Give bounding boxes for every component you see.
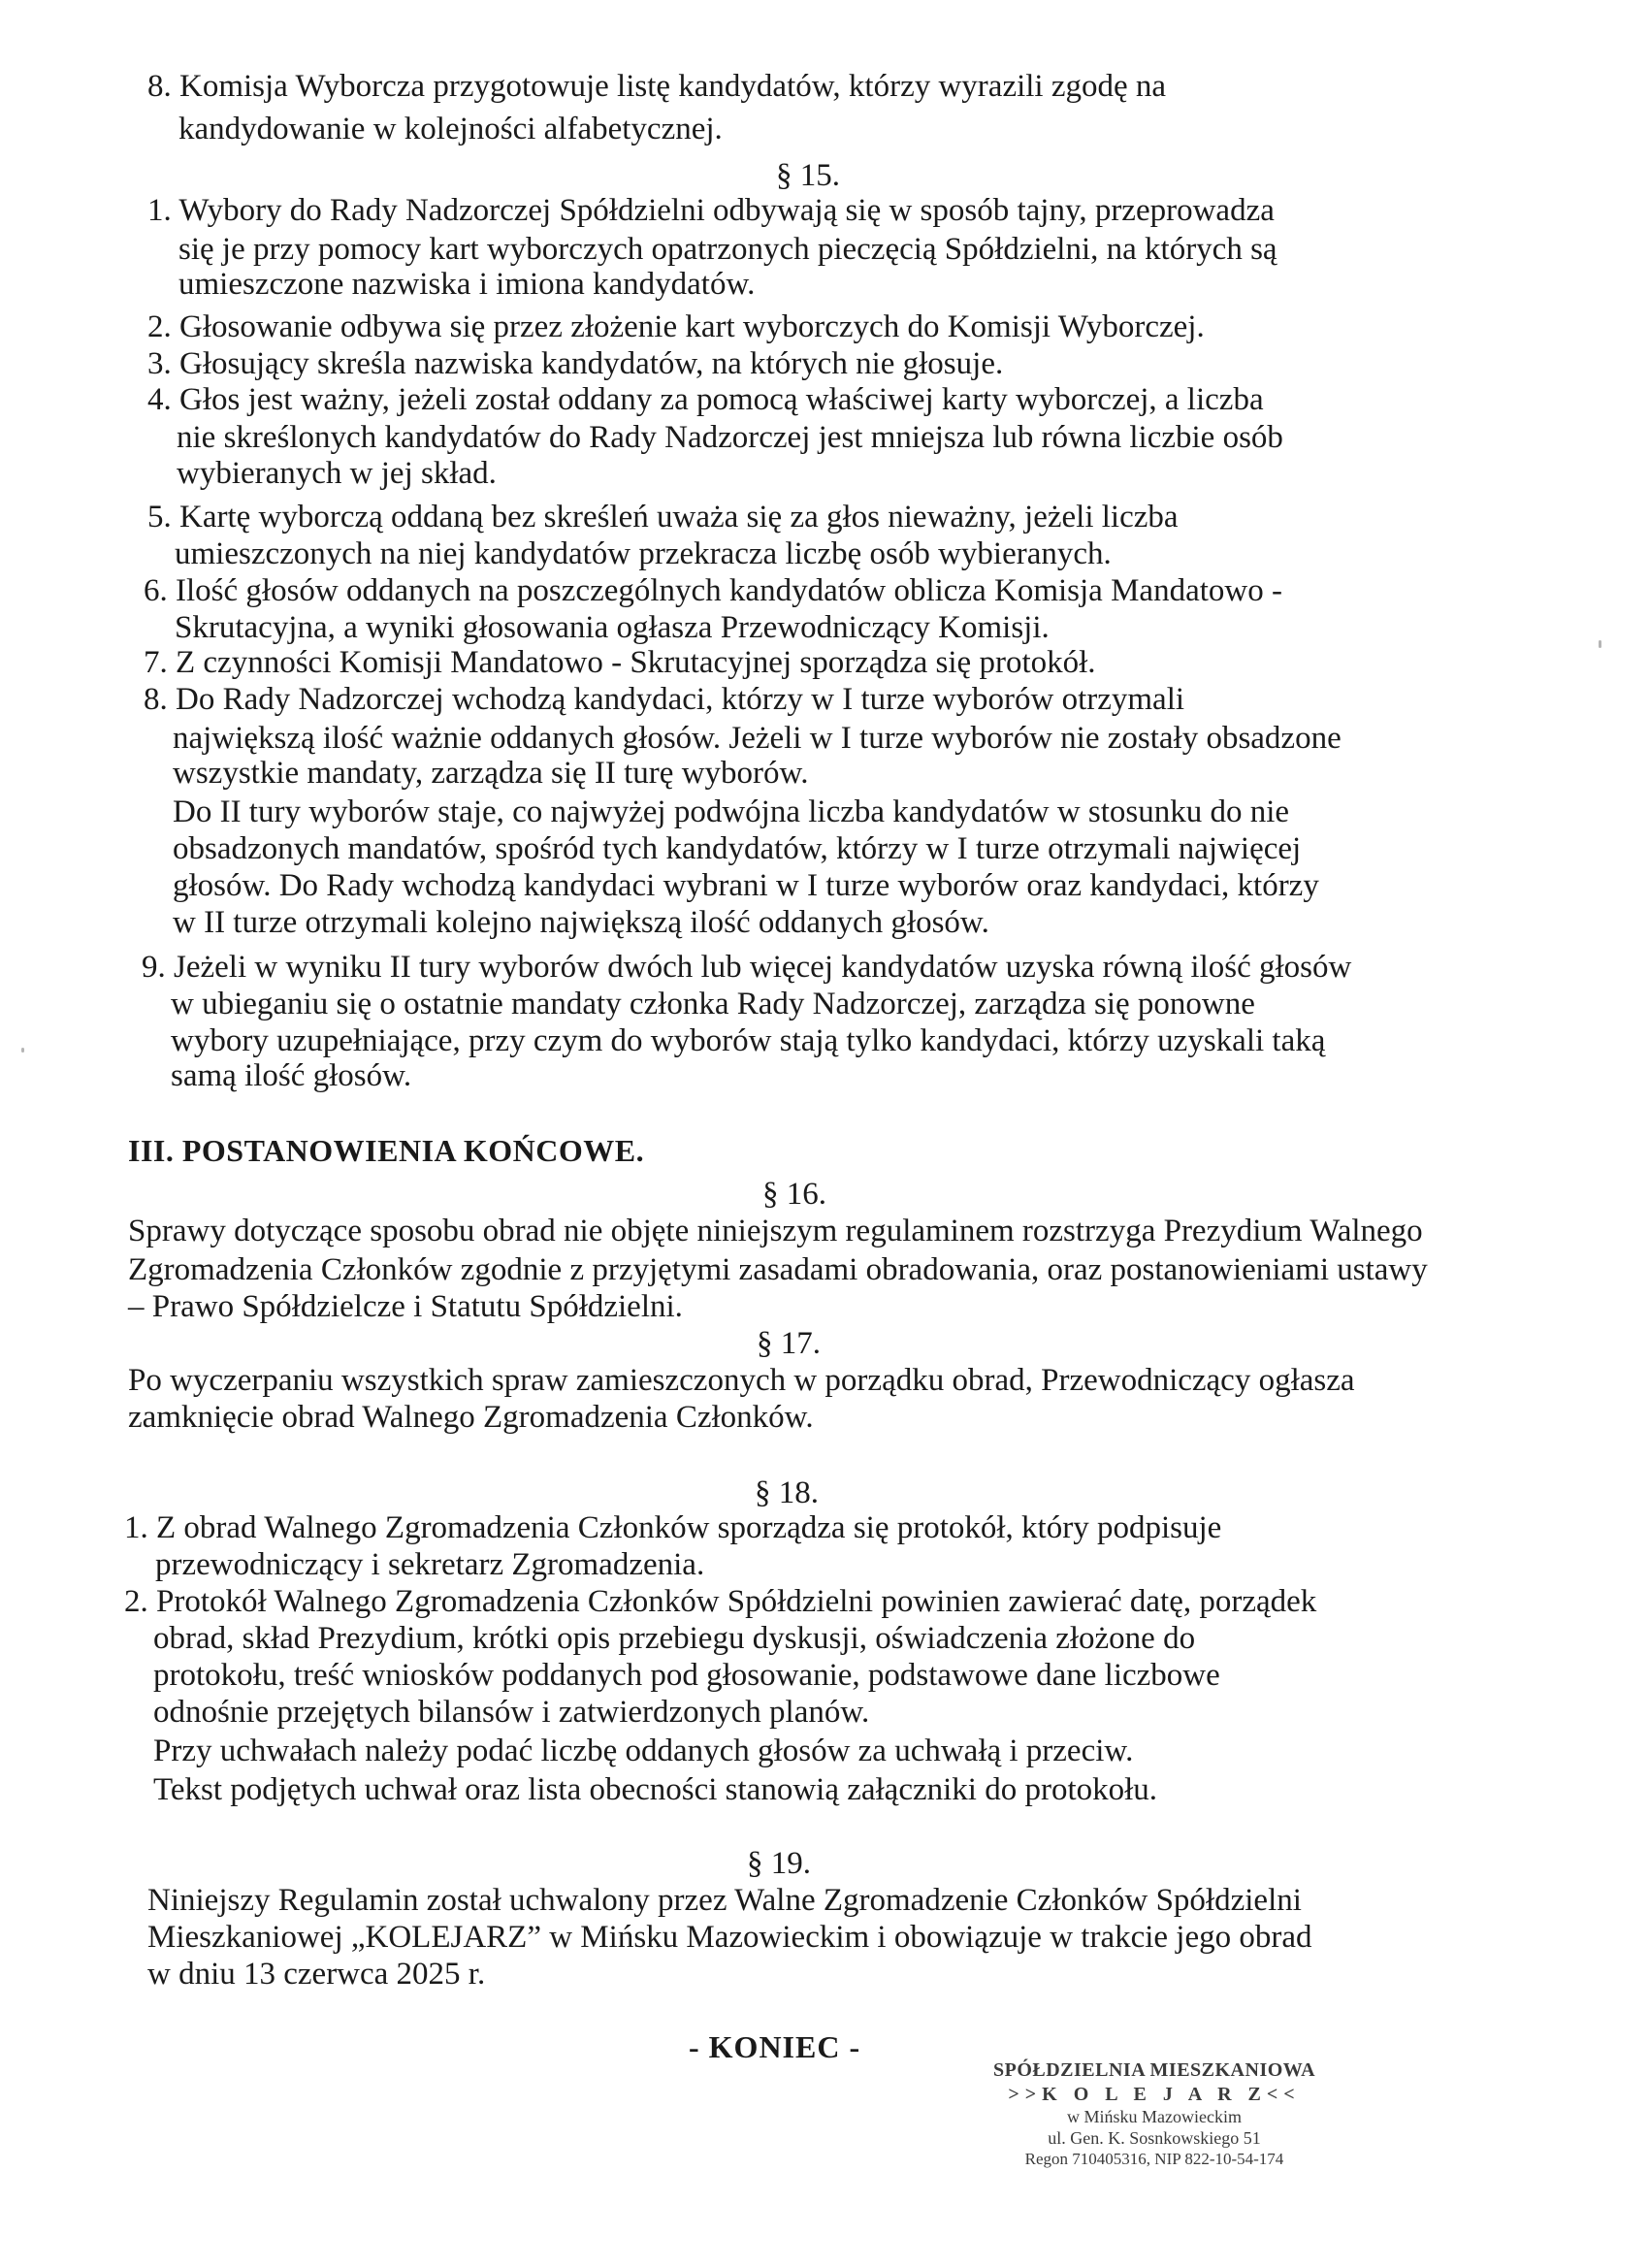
text-line: 2. Protokół Walnego Zgromadzenia Członków Spółdzielni powinien zawierać datę, porządek [124, 1584, 1317, 1619]
section-sign-19: § 19. [747, 1846, 811, 1881]
text-line: – Prawo Spółdzielcze i Statutu Spółdzielni. [128, 1289, 683, 1324]
text-line: umieszczonych na niej kandydatów przekracza liczbę osób wybieranych. [175, 536, 1112, 571]
text-line: Mieszkaniowej „KOLEJARZ” w Mińsku Mazowieckim i obowiązuje w trakcie jego obrad [147, 1920, 1312, 1955]
text-line: w dniu 13 czerwca 2025 r. [147, 1957, 486, 1992]
text-line: odnośnie przejętych bilansów i zatwierdzonych planów. [153, 1695, 870, 1730]
text-line: 6. Ilość głosów oddanych na poszczególnych kandydatów oblicza Komisja Mandatowo - [144, 573, 1282, 608]
end-marker: - KONIEC - [689, 2029, 861, 2064]
stamp-line: Regon 710405316, NIP 822-10-54-174 [1024, 2150, 1284, 2168]
text-line: Sprawy dotyczące sposobu obrad nie objęte niniejszym regulaminem rozstrzyga Prezydium Walnego [128, 1214, 1423, 1248]
section-sign-17: § 17. [757, 1326, 821, 1361]
text-line: Niniejszy Regulamin został uchwalony przez Walne Zgromadzenie Członków Spółdzielni [147, 1883, 1302, 1918]
text-line: umieszczone nazwiska i imiona kandydatów. [178, 267, 756, 302]
text-line: 1. Z obrad Walnego Zgromadzenia Członków sporządza się protokół, który podpisuje [124, 1510, 1222, 1545]
text-line: wybory uzupełniające, przy czym do wyborów stają tylko kandydaci, którzy uzyskali taką [171, 1023, 1326, 1058]
text-line: Do II tury wyborów staje, co najwyżej podwójna liczba kandydatów w stosunku do nie [173, 794, 1290, 829]
text-line: Tekst podjętych uchwał oraz lista obecności stanowią załączniki do protokołu. [153, 1772, 1158, 1807]
text-line: się je przy pomocy kart wyborczych opatrzonych pieczęcią Spółdzielni, na których są [178, 232, 1277, 267]
text-line: wybieranych w jej skład. [177, 456, 497, 491]
text-line: zamknięcie obrad Walnego Zgromadzenia Członków. [128, 1400, 814, 1435]
text-line: 5. Kartę wyborczą oddaną bez skreśleń uważa się za głos nieważny, jeżeli liczba [147, 500, 1179, 535]
text-line: głosów. Do Rady wchodzą kandydaci wybrani w I turze wyborów oraz kandydaci, którzy [173, 868, 1319, 903]
section-sign-18: § 18. [755, 1475, 819, 1510]
text-line: 3. Głosujący skreśla nazwiska kandydatów, na których nie głosuje. [147, 346, 1004, 381]
section-sign-16: § 16. [762, 1177, 826, 1212]
text-line: protokołu, treść wniosków poddanych pod głosowanie, podstawowe dane liczbowe [153, 1658, 1220, 1693]
section-sign-15: § 15. [776, 158, 840, 193]
text-line: Przy uchwałach należy podać liczbę oddanych głosów za uchwałą i przeciw. [153, 1733, 1134, 1768]
stamp-line: w Mińsku Mazowieckim [1067, 2107, 1242, 2126]
text-line: Zgromadzenia Członków zgodnie z przyjętymi zasadami obradowania, oraz postanowieniami ustawy [128, 1252, 1428, 1287]
text-line: 8. Komisja Wyborcza przygotowuje listę kandydatów, którzy wyrazili zgodę na [147, 69, 1167, 104]
text-line: obrad, skład Prezydium, krótki opis przebiegu dyskusji, oświadczenia złożone do [153, 1621, 1196, 1656]
text-line: obsadzonych mandatów, spośród tych kandydatów, którzy w I turze otrzymali najwięcej [173, 831, 1302, 866]
text-line: Po wyczerpaniu wszystkich spraw zamieszczonych w porządku obrad, Przewodniczący ogłasza [128, 1363, 1355, 1398]
stamp-line: ul. Gen. K. Sosnkowskiego 51 [1048, 2128, 1261, 2148]
section-heading: III. POSTANOWIENIA KOŃCOWE. [128, 1133, 645, 1168]
text-line: w II turze otrzymali kolejno największą ilość oddanych głosów. [173, 905, 989, 940]
text-line: kandydowanie w kolejności alfabetycznej. [178, 112, 723, 146]
text-line: Skrutacyjna, a wyniki głosowania ogłasza Przewodniczący Komisji. [175, 610, 1050, 645]
stamp-line: SPÓŁDZIELNIA MIESZKANIOWA [992, 2059, 1316, 2081]
text-line: 2. Głosowanie odbywa się przez złożenie kart wyborczych do Komisji Wyborczej. [147, 309, 1205, 344]
scan-speck [21, 1048, 24, 1053]
text-line: przewodniczący i sekretarz Zgromadzenia. [155, 1547, 705, 1582]
organization-stamp [970, 2058, 1339, 2170]
text-line: samą ilość głosów. [171, 1058, 412, 1093]
stamp-line: >>K O L E J A R Z<< [1008, 2084, 1301, 2105]
text-line: 8. Do Rady Nadzorczej wchodzą kandydaci, którzy w I turze wyborów otrzymali [144, 682, 1185, 717]
text-line: wszystkie mandaty, zarządza się II turę wyborów. [173, 756, 809, 791]
text-line: największą ilość ważnie oddanych głosów. Jeżeli w I turze wyborów nie zostały obsadzone [173, 721, 1342, 756]
text-line: w ubieganiu się o ostatnie mandaty członka Rady Nadzorczej, zarządza się ponowne [171, 987, 1255, 1021]
text-line: nie skreślonych kandydatów do Rady Nadzorczej jest mniejsza lub równa liczbie osób [177, 420, 1283, 455]
text-line: 1. Wybory do Rady Nadzorczej Spółdzielni odbywają się w sposób tajny, przeprowadza [147, 193, 1275, 228]
text-line: 9. Jeżeli w wyniku II tury wyborów dwóch lub więcej kandydatów uzyska równą ilość głosów [142, 950, 1352, 985]
scan-speck [1599, 640, 1601, 648]
text-line: 4. Głos jest ważny, jeżeli został oddany za pomocą właściwej karty wyborczej, a liczba [147, 382, 1264, 417]
text-line: 7. Z czynności Komisji Mandatowo - Skrutacyjnej sporządza się protokół. [144, 645, 1096, 680]
